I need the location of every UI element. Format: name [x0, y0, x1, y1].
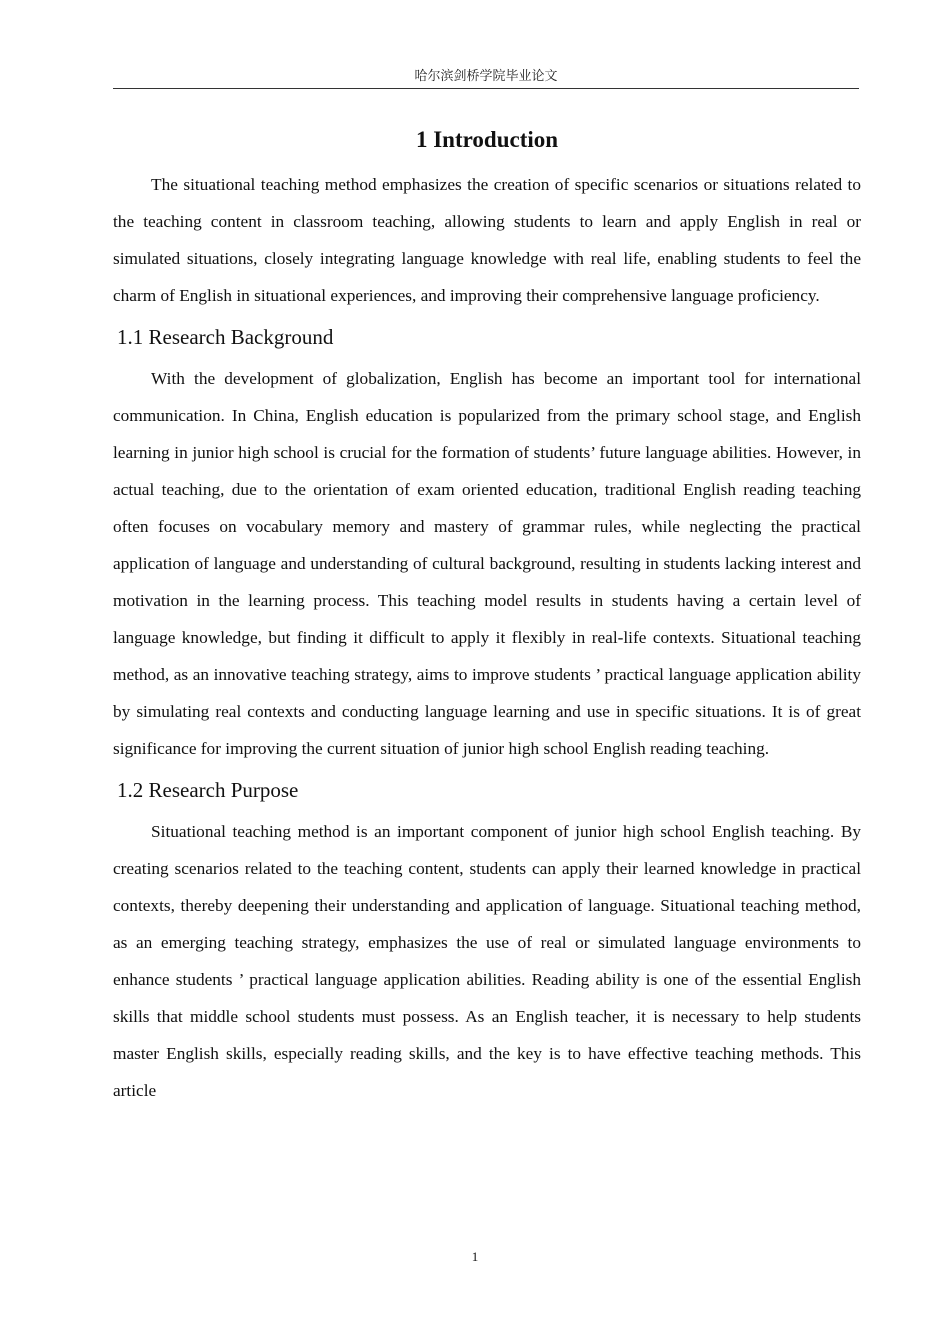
chapter-title: 1 Introduction: [415, 127, 559, 152]
page-number: 1: [471, 1249, 479, 1264]
page-header: 哈尔滨剑桥学院毕业论文: [113, 66, 859, 89]
document-body: [113, 118, 861, 1109]
research-purpose-paragraph: Situational teaching method is an important component of junior high school English teaching. By creating scenarios related to the teaching content, students can apply their learned knowledge in practical contexts, thereby deepening their understanding and application of language. Situational teaching method, as an emerging teaching strategy, emphasizes the use of real or simulated language environments to enhance students ’ practical language application abilities. Reading ability is one of the essential English skills that middle school students must possess. As an English teacher, it is necessary to help students master English skills, especially reading skills, and the key is to have effective teaching methods. This article: [113, 822, 861, 1100]
research-background-paragraph: With the development of globalization, English has become an important tool for international communication. In China, English education is popularized from the primary school stage, and English learning in junior high school is crucial for the formation of students’ future language abilities. However, in actual teaching, due to the orientation of exam oriented education, traditional English reading teaching often focuses on vocabulary memory and mastery of grammar rules, while neglecting the practical application of language and understanding of cultural background, resulting in students lacking interest and motivation in the learning process. This teaching model results in students having a certain level of language knowledge, but finding it difficult to apply it flexibly in real-life contexts. Situational teaching method, as an innovative teaching strategy, aims to improve students ’ practical language application ability by simulating real contexts and conducting language learning and use in specific situations. It is of great significance for improving the current situation of junior high school English reading teaching.: [113, 369, 861, 758]
section-title-research-background: 1.1 Research Background: [117, 325, 334, 349]
chapter-intro-paragraph: The situational teaching method emphasizes the creation of specific scenarios or situations related to the teaching content in classroom teaching, allowing students to learn and apply English in real or simulated situations, closely integrating language knowledge with real life, enabling students to feel the charm of English in situational experiences, and improving their comprehensive language proficiency.: [113, 175, 861, 305]
section-title-research-purpose: 1.2 Research Purpose: [117, 778, 299, 802]
